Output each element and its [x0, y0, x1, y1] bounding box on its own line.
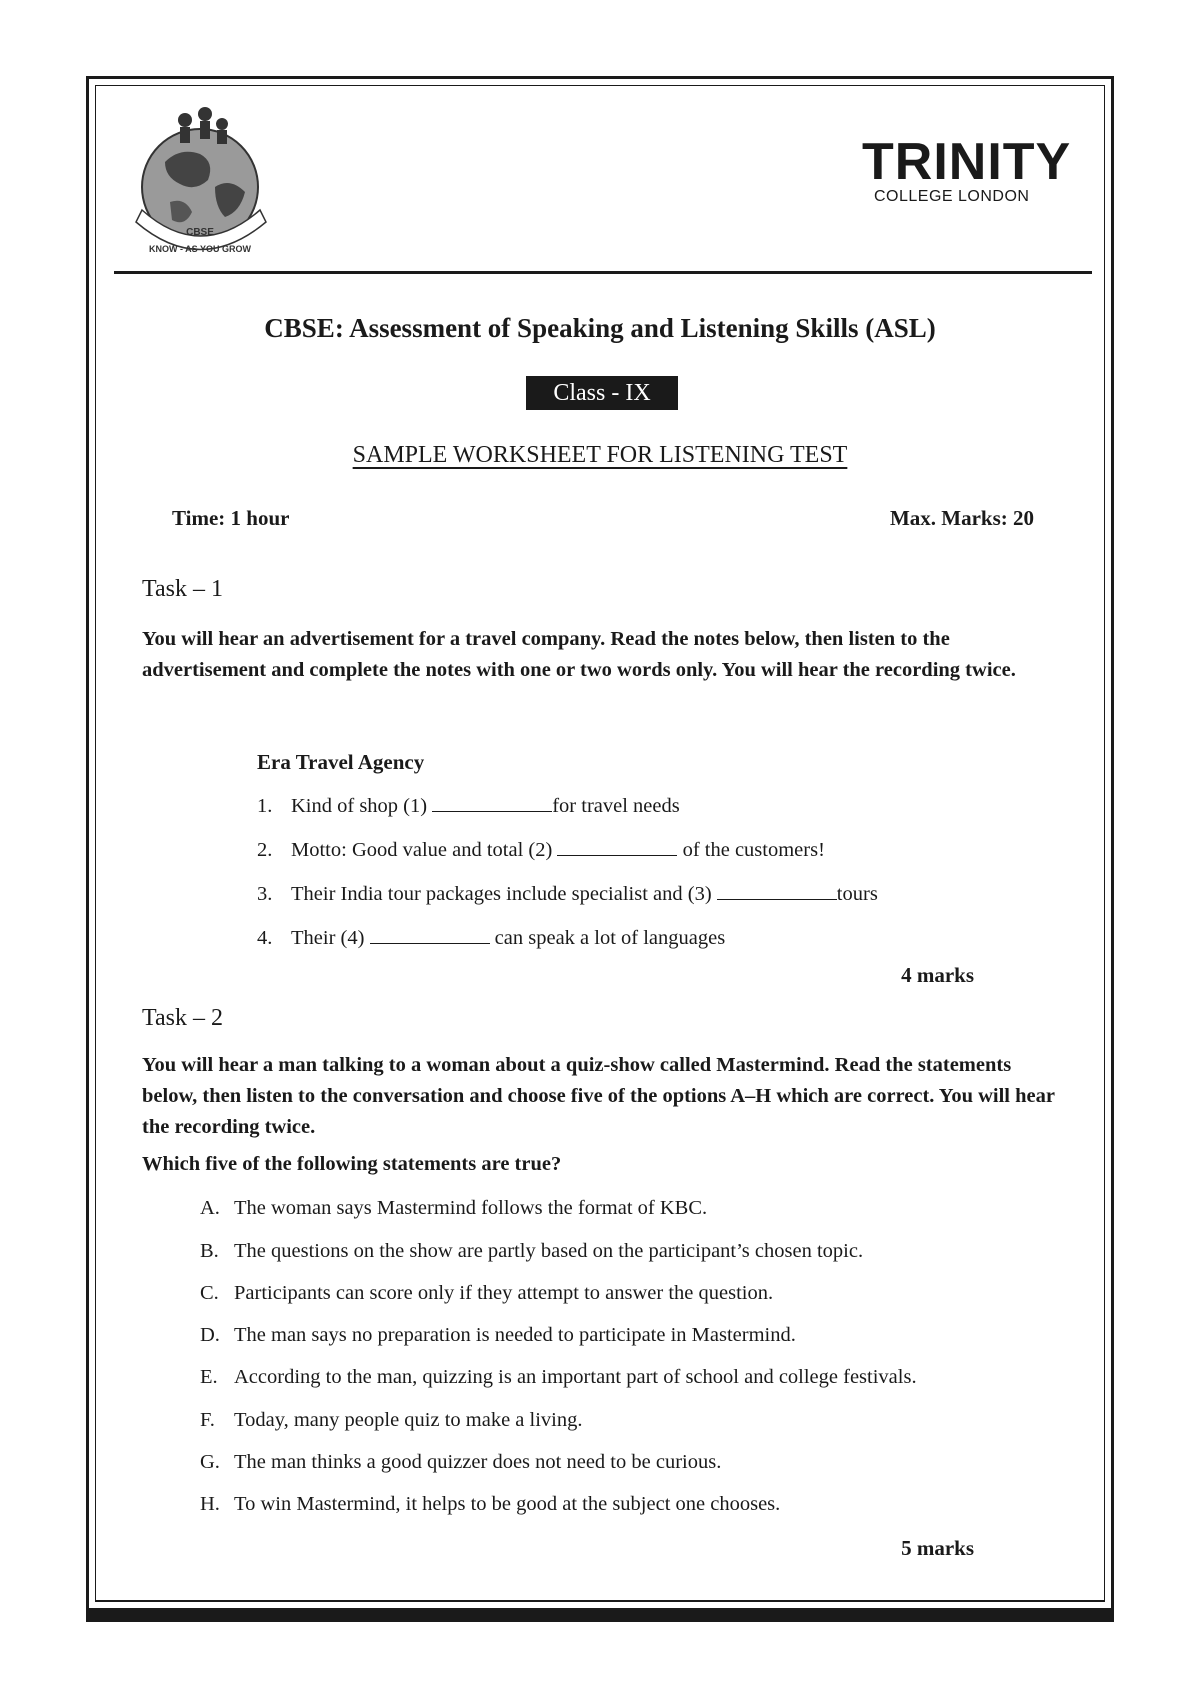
answer-blank[interactable] [432, 793, 552, 812]
subtitle-text: SAMPLE WORKSHEET FOR LISTENING TEST [352, 442, 848, 468]
note-item [257, 881, 878, 906]
task2-instructions: You will hear a man talking to a woman about a quiz-show called Mastermind. Read the statements below, then listen to the conversation and choose five of the options A–H which are correct. You will hear the recording twice. [142, 1054, 1055, 1138]
note-text: tours [836, 883, 878, 905]
answer-blank[interactable] [370, 925, 490, 944]
note-item [257, 793, 680, 818]
option-text: Participants can score only if they attempt to answer the question. [234, 1282, 774, 1304]
note-item [257, 837, 825, 862]
option-text: To win Mastermind, it helps to be good at the subject one chooses. [234, 1493, 781, 1515]
option-letter: F. [200, 1409, 215, 1431]
note-number: 1. [257, 795, 273, 817]
option-text: The man thinks a good quizzer does not need to be curious. [234, 1451, 722, 1473]
task2-question: Which five of the following statements are true? [142, 1153, 562, 1175]
option-letter: C. [200, 1282, 219, 1304]
option-text: Today, many people quiz to make a living. [234, 1409, 583, 1431]
note-text: Their India tour packages include specialist and (3) [291, 883, 717, 905]
option-item[interactable] [200, 1282, 773, 1305]
option-text: The questions on the show are partly based on the participant’s chosen topic. [234, 1240, 864, 1262]
option-text: The man says no preparation is needed to participate in Mastermind. [234, 1324, 796, 1346]
option-text: According to the man, quizzing is an important part of school and college festivals. [234, 1366, 917, 1388]
note-number: 4. [257, 927, 273, 949]
option-letter: H. [200, 1493, 220, 1515]
option-text: The woman says Mastermind follows the format of KBC. [234, 1197, 708, 1219]
trinity-logo [862, 133, 1086, 206]
task1-instructions: You will hear an advertisement for a travel company. Read the notes below, then listen to the advertisement and complete the notes with one or two words only. You will hear the recording twice. [142, 628, 1016, 681]
option-item[interactable] [200, 1324, 796, 1347]
option-item[interactable] [200, 1240, 863, 1263]
note-number: 2. [257, 839, 273, 861]
task2-heading: Task – 2 [142, 1005, 223, 1031]
globe-emblem-icon [120, 92, 280, 262]
note-text: for travel needs [552, 795, 680, 817]
task2-marks: 5 marks [901, 1536, 974, 1560]
time-label: Time: 1 hour [172, 506, 290, 530]
notes-title: Era Travel Agency [257, 750, 425, 774]
option-item[interactable] [200, 1493, 780, 1516]
option-letter: D. [200, 1324, 220, 1346]
option-item[interactable] [200, 1197, 707, 1220]
option-item[interactable] [200, 1366, 917, 1389]
option-letter: G. [200, 1451, 220, 1473]
page-title: CBSE: Assessment of Speaking and Listening Skills (ASL) [264, 313, 936, 343]
note-text: of the customers! [677, 839, 825, 861]
header-divider [114, 271, 1092, 274]
note-text: Kind of shop (1) [291, 795, 433, 817]
note-item [257, 925, 725, 950]
task1-marks: 4 marks [901, 963, 974, 987]
note-text: Motto: Good value and total (2) [291, 839, 558, 861]
note-number: 3. [257, 883, 273, 905]
option-letter: E. [200, 1366, 218, 1388]
note-text: Their (4) [291, 927, 370, 949]
brand-subtitle: COLLEGE LONDON [874, 188, 1030, 205]
worksheet-subtitle [0, 442, 1200, 469]
answer-blank[interactable] [717, 881, 837, 900]
note-text: can speak a lot of languages [489, 927, 726, 949]
class-badge: Class - IX [526, 376, 678, 410]
option-item[interactable] [200, 1451, 721, 1474]
option-letter: A. [200, 1197, 220, 1219]
max-marks-label: Max. Marks: 20 [889, 506, 1034, 530]
logo-text: CBSE [186, 227, 214, 238]
brand-name: TRINITY [862, 133, 1072, 191]
answer-blank[interactable] [557, 837, 677, 856]
option-letter: B. [200, 1240, 219, 1262]
option-item[interactable] [200, 1409, 583, 1432]
logo-motto: KNOW - AS YOU GROW [149, 244, 251, 254]
task1-heading: Task – 1 [142, 576, 223, 602]
